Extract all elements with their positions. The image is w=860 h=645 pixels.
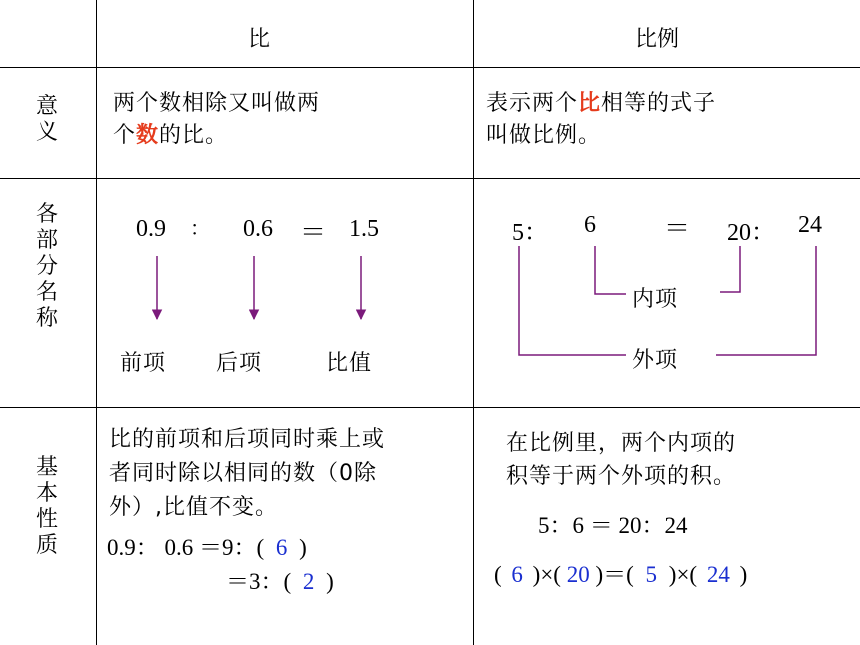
ratio-back-value: 0.6: [243, 216, 273, 242]
property-eq1-answer: 6: [275, 535, 288, 560]
ratio-equals: ＝: [300, 218, 327, 248]
meaning-ratio-highlight: 数: [136, 123, 160, 148]
outer-bracket-left: [519, 246, 626, 355]
product-answer-b: 20: [566, 562, 590, 587]
product-close: ): [739, 562, 748, 587]
product-answer-c: 5: [645, 562, 658, 587]
product-mid3: )×(: [668, 562, 698, 587]
outer-bracket-right: [716, 246, 816, 355]
prop-term-b: 6: [584, 212, 596, 238]
property-prop-equation: 5：6 ＝ 20：24: [538, 513, 688, 538]
product-answer-d: 24: [706, 562, 730, 587]
prop-term-d: 24: [798, 212, 822, 238]
meaning-prop-line1-pre: 表示两个: [486, 91, 579, 116]
property-eq1: [107, 529, 307, 562]
name-value: 比值: [326, 351, 373, 376]
label-inner-terms: 内项: [632, 287, 679, 312]
property-eq2-pre: ＝3：(: [226, 569, 292, 594]
prop-term-a: 5：: [512, 220, 548, 246]
meaning-ratio-line2-pre: 个: [113, 123, 137, 148]
meaning-ratio-line1: 两个数相除又叫做两: [113, 91, 321, 116]
header-ratio: 比: [248, 27, 271, 52]
meaning-prop-line1-post: 相等的式子: [601, 91, 717, 116]
property-eq2: [226, 563, 334, 596]
row-label-parts: 各部分名称: [35, 202, 58, 331]
property-ratio-line2: 者同时除以相同的数（0除: [109, 461, 377, 486]
header-proportion: 比例: [635, 27, 680, 52]
meaning-prop-highlight: 比: [578, 91, 602, 116]
property-eq2-answer: 2: [302, 569, 315, 594]
property-eq1-pre: 0.9： 0.6 ＝9：(: [107, 535, 265, 560]
property-eq1-post: ): [299, 535, 307, 560]
row-label-property: 基本性质: [35, 455, 58, 558]
meaning-ratio-line2-post: 的比。: [159, 123, 229, 148]
name-front: 前项: [120, 351, 167, 376]
row-label-meaning: 意义: [35, 94, 58, 145]
meaning-prop-line2: 叫做比例。: [486, 123, 602, 148]
product-open: (: [494, 562, 502, 587]
label-outer-terms: 外项: [632, 348, 679, 373]
ratio-value: 1.5: [349, 216, 379, 242]
prop-equals: ＝: [664, 214, 691, 244]
ratio-front-value: 0.9: [136, 216, 166, 242]
inner-bracket-left: [595, 246, 626, 294]
prop-term-c: 20：: [727, 220, 775, 246]
ratio-colon: ：: [190, 216, 210, 240]
property-ratio-line3: 外）,比值不变。: [109, 495, 278, 520]
name-back: 后项: [216, 351, 263, 376]
property-eq2-post: ): [326, 569, 334, 594]
product-answer-a: 6: [511, 562, 523, 587]
product-mid2: )＝(: [595, 562, 634, 587]
product-mid1: )×(: [532, 562, 561, 587]
property-prop-line2: 积等于两个外项的积。: [506, 464, 737, 489]
inner-bracket-right: [720, 246, 740, 292]
property-prop-line1: 在比例里，两个内项的: [506, 431, 737, 456]
property-product-equation: [494, 556, 747, 589]
property-ratio-line1: 比的前项和后项同时乘上或: [109, 427, 386, 452]
